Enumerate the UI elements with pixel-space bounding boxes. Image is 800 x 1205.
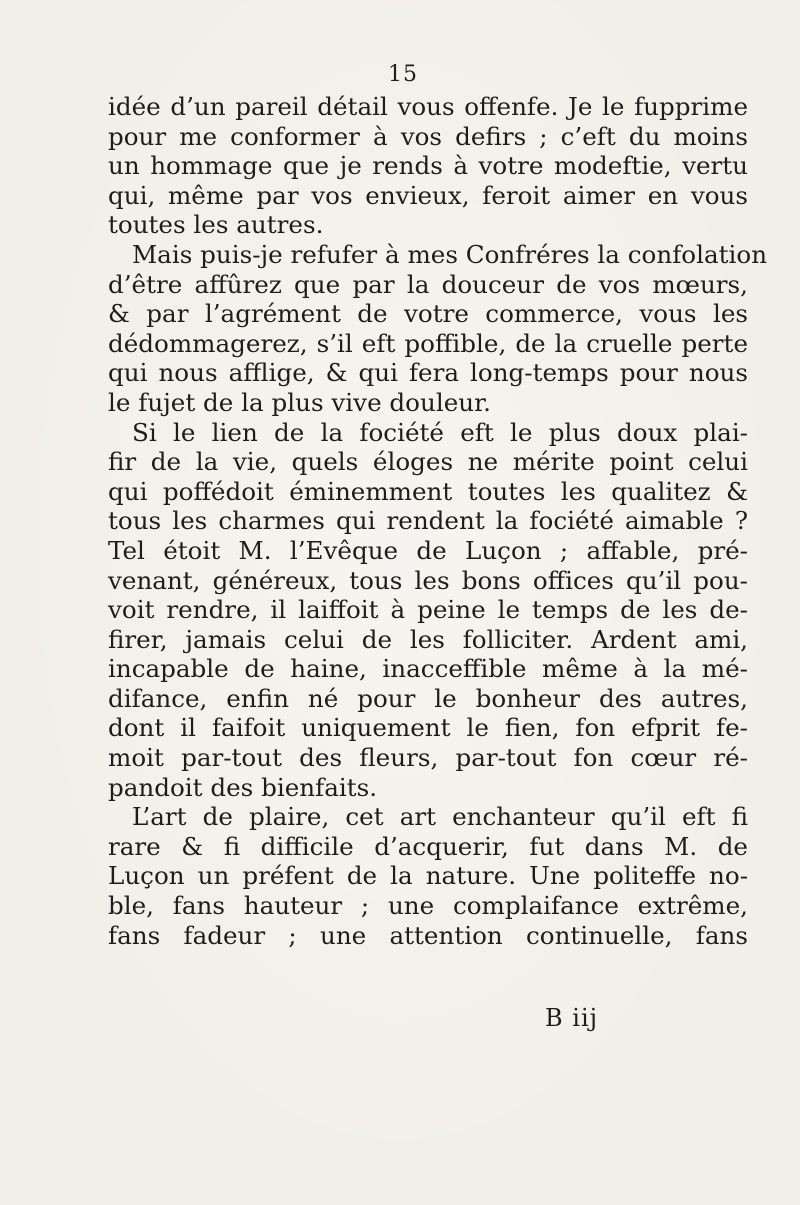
text-line: rare & fi difficile d’acquerir, fut dans M. de	[108, 831, 748, 861]
text-line: qui poffédoit éminemment toutes les qualitez &	[108, 476, 748, 506]
text-line: pour me conformer à vos defirs ; c’eft du moins	[108, 121, 748, 151]
text-line: moit par-tout des fleurs, par-tout fon cœur ré-	[108, 743, 748, 773]
text-line: & par l’agrément de votre commerce, vous les	[108, 299, 748, 329]
text-line: le fujet de la plus vive douleur.	[108, 387, 491, 417]
text-line: idée d’un pareil détail vous offenfe. Je le fupprime	[108, 92, 748, 121]
text-line: pandoit des bienfaits.	[108, 772, 378, 802]
text-line: voit rendre, il laiffoit à peine le temps de les de-	[108, 595, 748, 625]
text-line: fans fadeur ; une attention continuelle, fans	[108, 920, 748, 950]
text-line: qui, même par vos envieux, feroit aimer en vous	[108, 180, 748, 210]
text-line: fir de la vie, quels éloges ne mérite point celui	[108, 447, 748, 477]
text-line: un hommage que je rends à votre modeftie, vertu	[108, 151, 748, 181]
text-line: venant, généreux, tous les bons offices qu’il pou-	[108, 565, 748, 595]
text-line: qui nous afflige, & qui fera long-temps pour nous	[108, 358, 748, 388]
page-number: 15	[388, 62, 418, 87]
text-line: incapable de haine, inacceffible même à la mé-	[108, 654, 748, 684]
text-line: Luçon un préfent de la nature. Une politeffe no-	[108, 861, 748, 891]
text-line: toutes les autres.	[108, 210, 324, 240]
text-line: Tel étoit M. l’Evêque de Luçon ; affable, pré-	[108, 535, 748, 565]
text-line: ble, fans hauteur ; une complaifance extrême,	[108, 891, 748, 921]
text-line: firer, jamais celui de les folliciter. Ardent ami,	[108, 624, 748, 654]
text-line: Mais puis-je refufer à mes Confréres la confolation	[132, 239, 768, 269]
text-line: dont il faifoit uniquement le fien, fon efprit fe-	[108, 713, 748, 743]
text-line: difance, enfin né pour le bonheur des autres,	[108, 683, 748, 713]
body-text	[108, 92, 768, 950]
text-line: dédommagerez, s’il eft poffible, de la cruelle perte	[108, 328, 748, 358]
text-line: tous les charmes qui rendent la fociété aimable ?	[108, 506, 748, 536]
text-line: d’être affûrez que par la douceur de vos mœurs,	[108, 269, 748, 299]
signature-mark: B iij	[545, 1004, 599, 1032]
text-line: L’art de plaire, cet art enchanteur qu’il eft fi	[132, 802, 748, 832]
text-line: Si le lien de la fociété eft le plus doux plai-	[132, 417, 748, 447]
